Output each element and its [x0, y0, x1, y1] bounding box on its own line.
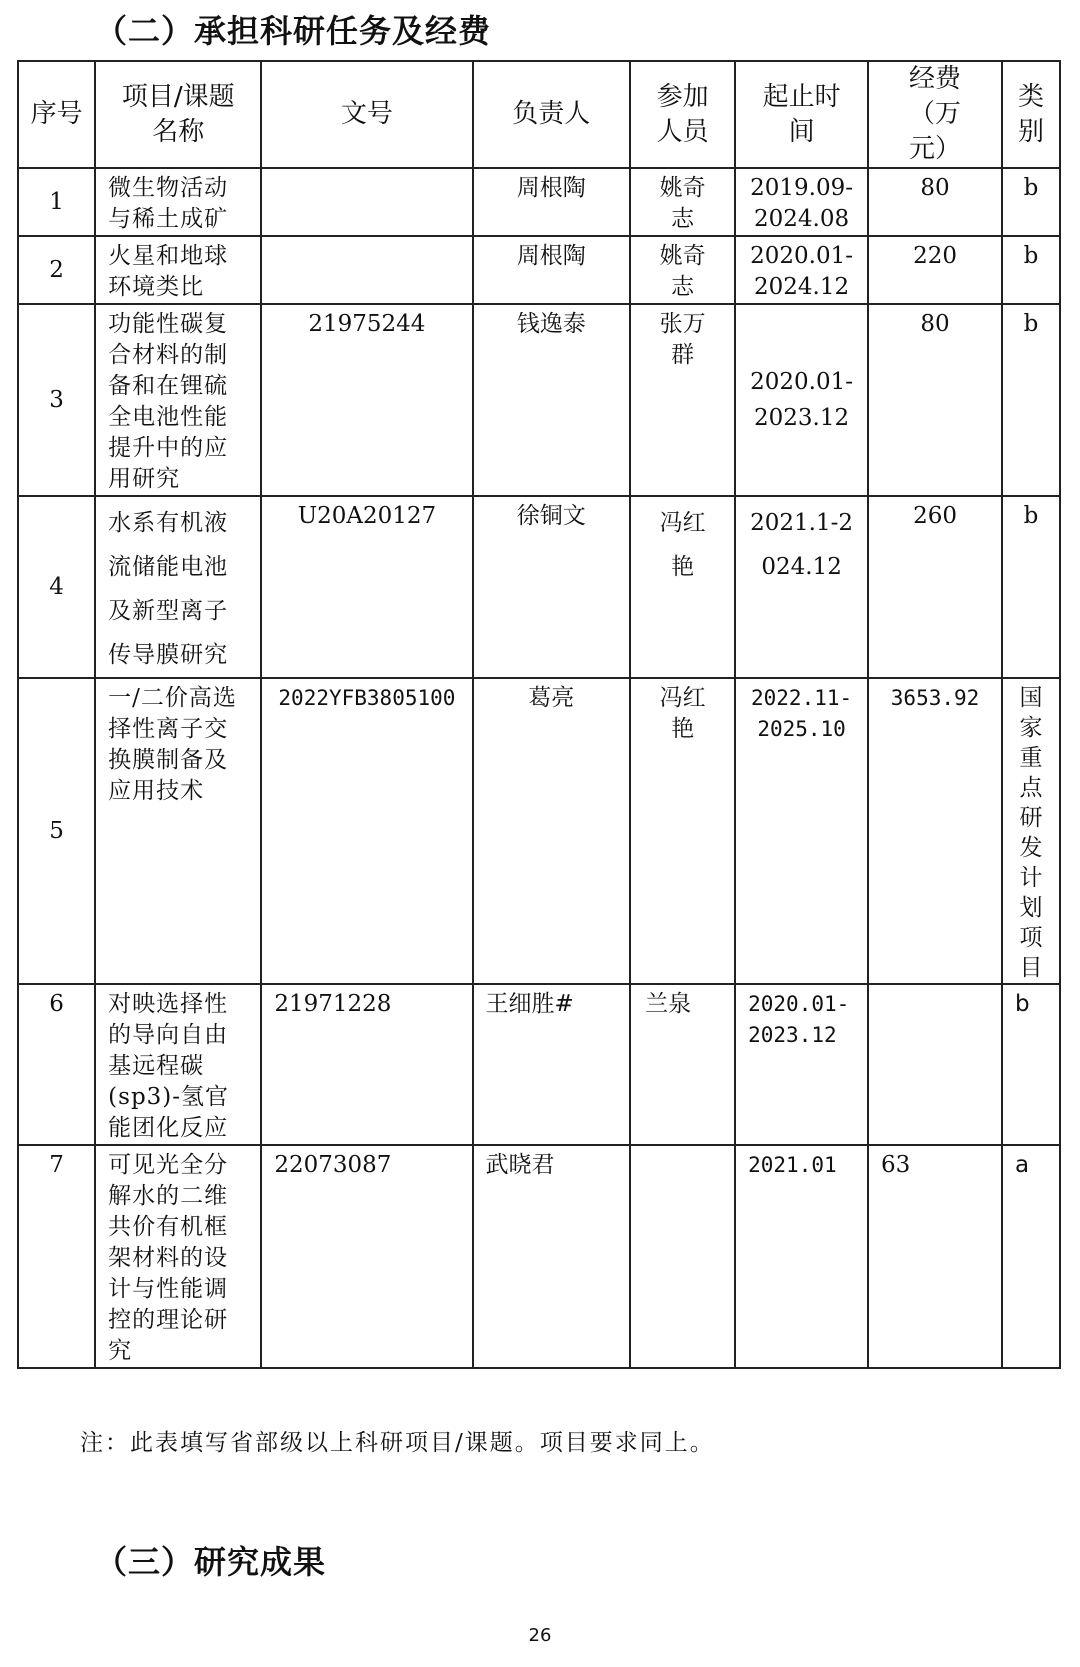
cell-doc — [261, 168, 472, 236]
cell-leader: 葛亮 — [473, 678, 631, 984]
table-note: 注：此表填写省部级以上科研项目/课题。项目要求同上。 — [80, 1430, 715, 1456]
cell-funding: 63 — [868, 1145, 1002, 1368]
cell-members: 冯红艳 — [630, 678, 735, 984]
cell-period: 2022.11-2025.10 — [735, 678, 868, 984]
header-members: 参加人员 — [630, 61, 735, 168]
header-leader: 负责人 — [473, 61, 631, 168]
header-period: 起止时间 — [735, 61, 868, 168]
cell-members: 姚奇志 — [630, 168, 735, 236]
cell-period: 2020.01-2024.12 — [735, 236, 868, 304]
table-row — [18, 236, 1060, 304]
cell-leader: 徐铜文 — [473, 496, 631, 678]
research-tasks-table — [17, 60, 1061, 1369]
cell-type: b — [1002, 984, 1060, 1145]
cell-period: 2020.01-2023.12 — [735, 304, 868, 496]
cell-members: 张万群 — [630, 304, 735, 496]
section-title-results: （三）研究成果 — [95, 1543, 327, 1581]
cell-members — [630, 1145, 735, 1368]
header-type: 类别 — [1002, 61, 1060, 168]
cell-seq: 3 — [18, 304, 95, 496]
cell-period: 2021.01 — [735, 1145, 868, 1368]
table-row — [18, 168, 1060, 236]
table-row — [18, 678, 1060, 984]
table-row — [18, 304, 1060, 496]
cell-funding: 220 — [868, 236, 1002, 304]
table-row — [18, 984, 1060, 1145]
cell-name: 一/二价高选择性离子交换膜制备及应用技术 — [95, 678, 261, 984]
cell-type: b — [1002, 304, 1060, 496]
cell-type: 国家重点研发计划项目 — [1002, 678, 1060, 984]
page-number: 26 — [528, 1625, 552, 1646]
cell-type: b — [1002, 168, 1060, 236]
cell-name: 水系有机液流储能电池及新型离子传导膜研究 — [95, 496, 261, 678]
section-title-tasks: （二）承担科研任务及经费 — [95, 12, 492, 50]
cell-leader: 钱逸泰 — [473, 304, 631, 496]
cell-seq: 2 — [18, 236, 95, 304]
header-name: 项目/课题名称 — [95, 61, 261, 168]
cell-members: 兰泉 — [630, 984, 735, 1145]
cell-leader: 周根陶 — [473, 168, 631, 236]
cell-period: 2020.01-2023.12 — [735, 984, 868, 1145]
cell-seq: 6 — [18, 984, 95, 1145]
cell-doc: U20A20127 — [261, 496, 472, 678]
cell-period: 2021.1-2024.12 — [735, 496, 868, 678]
header-funding: 经费（万元） — [868, 61, 1002, 168]
table-row — [18, 1145, 1060, 1368]
cell-name: 对映选择性的导向自由基远程碳(sp3)-氢官能团化反应 — [95, 984, 261, 1145]
cell-seq: 4 — [18, 496, 95, 678]
cell-doc — [261, 236, 472, 304]
cell-name: 火星和地球环境类比 — [95, 236, 261, 304]
cell-type: b — [1002, 496, 1060, 678]
cell-members: 冯红艳 — [630, 496, 735, 678]
cell-leader: 周根陶 — [473, 236, 631, 304]
header-seq: 序号 — [18, 61, 95, 168]
cell-leader: 王细胜# — [473, 984, 631, 1145]
cell-doc: 22073087 — [261, 1145, 472, 1368]
cell-seq: 1 — [18, 168, 95, 236]
header-doc: 文号 — [261, 61, 472, 168]
cell-type: b — [1002, 236, 1060, 304]
cell-funding: 80 — [868, 304, 1002, 496]
cell-funding: 260 — [868, 496, 1002, 678]
cell-doc: 2022YFB3805100 — [261, 678, 472, 984]
cell-doc: 21971228 — [261, 984, 472, 1145]
table-header-row — [18, 61, 1060, 168]
cell-seq: 5 — [18, 678, 95, 984]
cell-name: 可见光全分解水的二维共价有机框架材料的设计与性能调控的理论研究 — [95, 1145, 261, 1368]
cell-seq: 7 — [18, 1145, 95, 1368]
cell-name: 功能性碳复合材料的制备和在锂硫全电池性能提升中的应用研究 — [95, 304, 261, 496]
cell-name: 微生物活动与稀土成矿 — [95, 168, 261, 236]
cell-funding: 80 — [868, 168, 1002, 236]
cell-doc: 21975244 — [261, 304, 472, 496]
cell-members: 姚奇志 — [630, 236, 735, 304]
cell-leader: 武晓君 — [473, 1145, 631, 1368]
cell-funding — [868, 984, 1002, 1145]
table-row — [18, 496, 1060, 678]
cell-period: 2019.09-2024.08 — [735, 168, 868, 236]
cell-funding: 3653.92 — [868, 678, 1002, 984]
cell-type: a — [1002, 1145, 1060, 1368]
